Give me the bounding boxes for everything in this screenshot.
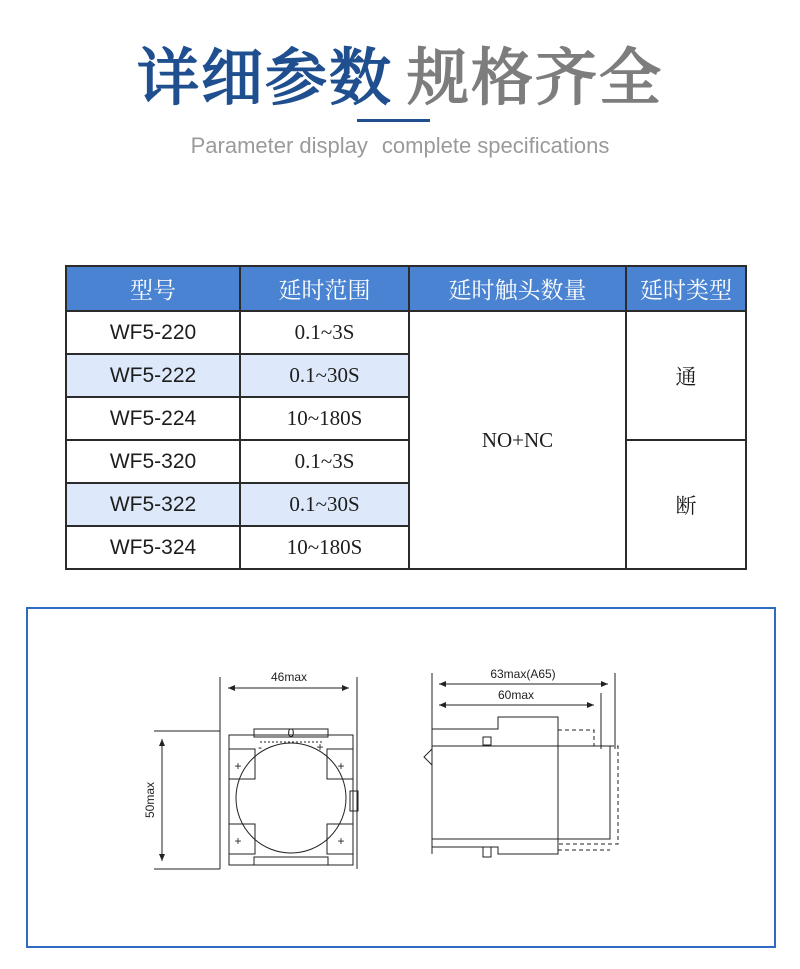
side-width-a65-label: 63max(A65) bbox=[490, 667, 556, 681]
model-cell: WF5-320 bbox=[66, 440, 240, 483]
front-height-label: 50max bbox=[143, 781, 157, 819]
subtitle-left: Parameter display bbox=[190, 133, 368, 158]
front-view bbox=[154, 677, 358, 869]
contacts-cell: NO+NC bbox=[409, 311, 626, 569]
terminal-plus-label: + bbox=[337, 759, 345, 773]
front-width-label: 46max bbox=[270, 670, 308, 684]
table-row bbox=[66, 440, 746, 483]
model-cell: WF5-224 bbox=[66, 397, 240, 440]
side-width-label: 60max bbox=[497, 688, 535, 702]
model-cell: WF5-324 bbox=[66, 526, 240, 569]
range-cell: 10~180S bbox=[240, 526, 409, 569]
terminal-plus-label: + bbox=[234, 759, 242, 773]
page-title bbox=[0, 38, 800, 118]
header-contacts: 延时触头数量 bbox=[409, 266, 626, 311]
dimension-drawing bbox=[28, 609, 774, 946]
terminal-plus-label: + bbox=[234, 834, 242, 848]
terminal-plus-label: + bbox=[337, 834, 345, 848]
range-cell: 10~180S bbox=[240, 397, 409, 440]
dimension-drawing-frame bbox=[26, 607, 776, 948]
subtitle bbox=[0, 133, 800, 159]
header-model: 型号 bbox=[66, 266, 240, 311]
subtitle-right: complete specifications bbox=[381, 133, 610, 158]
model-cell: WF5-322 bbox=[66, 483, 240, 526]
title-sub: 规格齐全 bbox=[407, 41, 664, 114]
range-cell: 0.1~30S bbox=[240, 483, 409, 526]
dial-plus-label: + bbox=[316, 740, 324, 754]
range-cell: 0.1~30S bbox=[240, 354, 409, 397]
range-cell: 0.1~3S bbox=[240, 440, 409, 483]
model-cell: WF5-220 bbox=[66, 311, 240, 354]
dial-circle bbox=[236, 743, 346, 853]
header-type: 延时类型 bbox=[626, 266, 746, 311]
table-row bbox=[66, 311, 746, 354]
type-on-cell: 通 bbox=[626, 311, 746, 440]
table-header-row bbox=[66, 266, 746, 311]
type-off-cell: 断 bbox=[626, 440, 746, 569]
model-cell: WF5-222 bbox=[66, 354, 240, 397]
dial-minus-label: - bbox=[258, 740, 262, 754]
title-underline bbox=[357, 119, 430, 122]
range-cell: 0.1~3S bbox=[240, 311, 409, 354]
spec-table bbox=[65, 265, 747, 570]
header-range: 延时范围 bbox=[240, 266, 409, 311]
title-main: 详细参数 bbox=[136, 41, 393, 114]
dial-zero-label: 0 bbox=[287, 726, 295, 740]
